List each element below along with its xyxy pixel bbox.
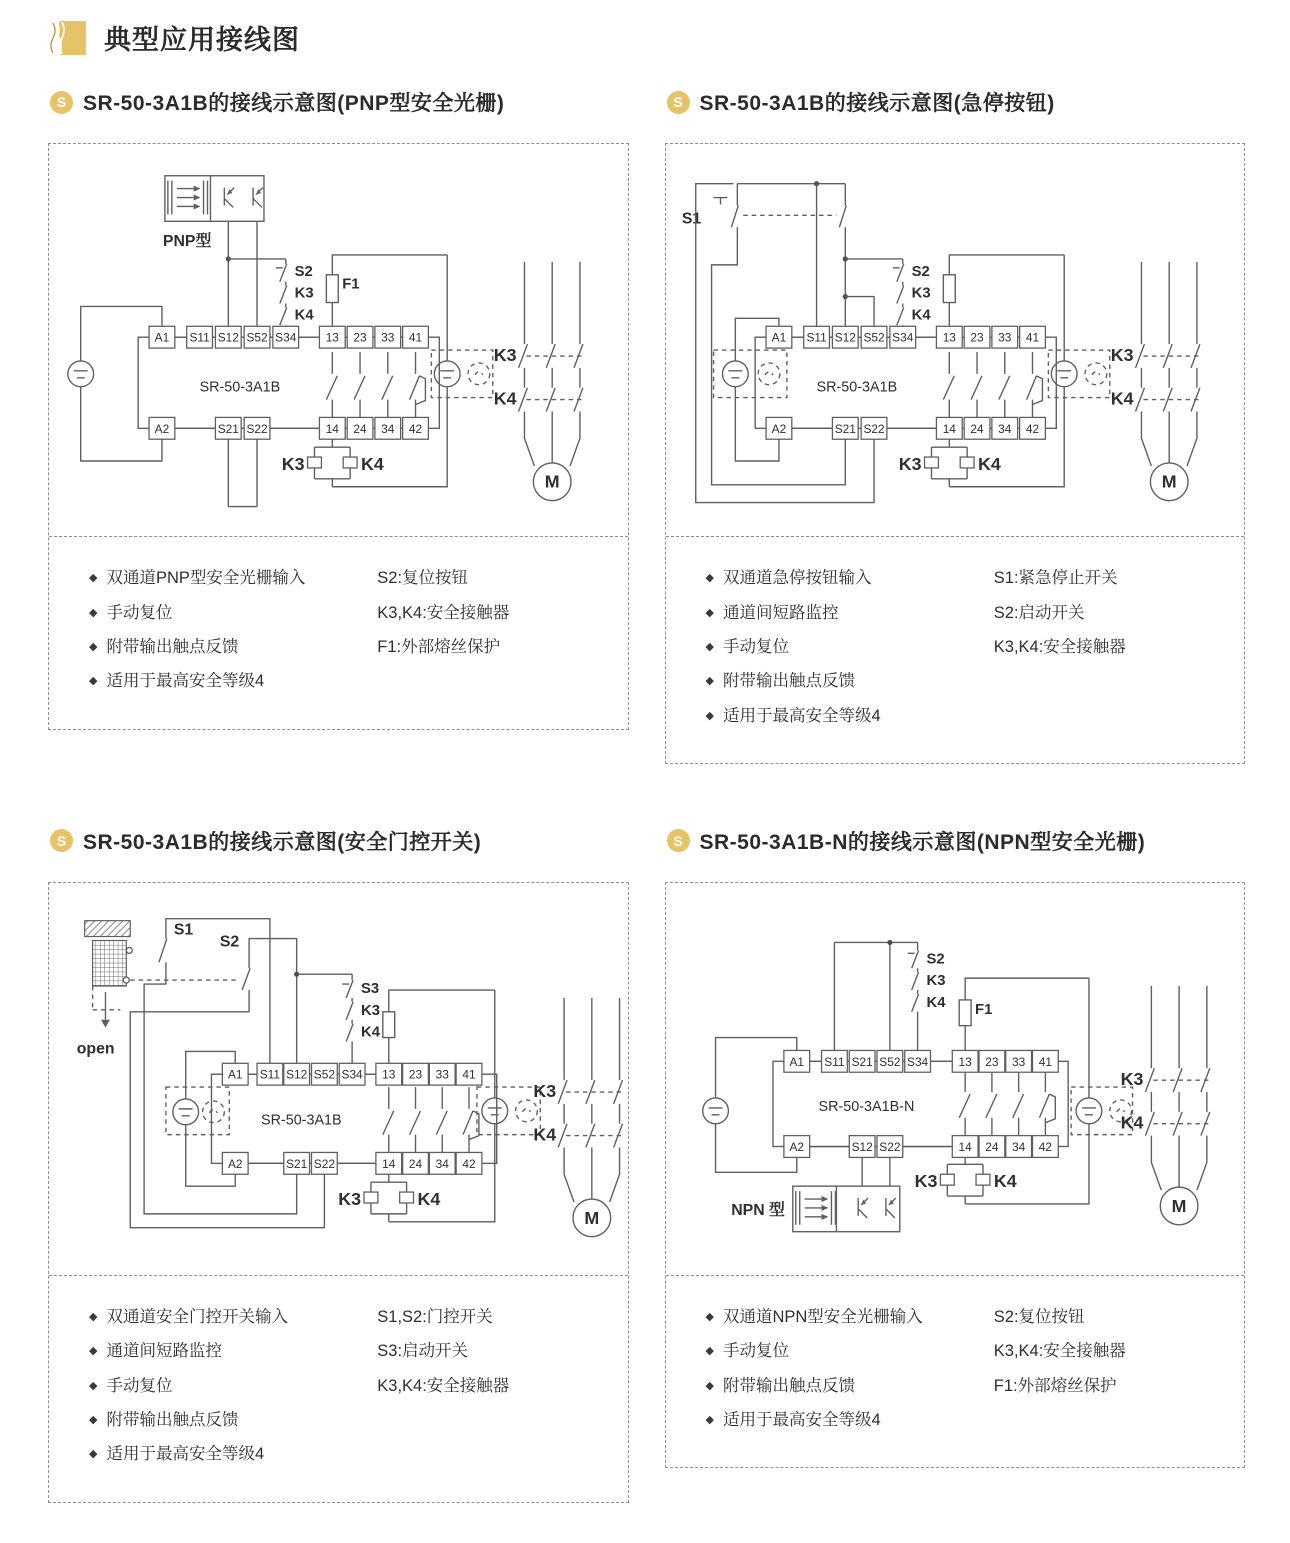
start-chain: [297, 974, 353, 1063]
page-header: [50, 18, 1245, 57]
device-label: SR-50-3A1B: [199, 379, 281, 396]
power-supply-icon: [482, 1098, 508, 1124]
no-contact-icon: [1012, 1070, 1023, 1135]
s-badge-icon: S: [667, 91, 690, 114]
svg-text:A2: A2: [227, 1156, 243, 1171]
three-phase-lines: [558, 998, 622, 1237]
nc-contact-icon: [410, 352, 426, 417]
relay-body: [772, 1061, 1067, 1146]
svg-text:S11: S11: [189, 330, 210, 345]
panel-row-1: [48, 87, 1245, 764]
no-contact-icon: [383, 1087, 394, 1152]
no-contact-icon: [382, 352, 393, 417]
svg-text:A2: A2: [154, 421, 170, 436]
contactor-coils-icon: [308, 439, 358, 487]
svg-text:S12: S12: [851, 1139, 873, 1154]
panel-estop-notes: [666, 536, 1245, 763]
svg-text:S22: S22: [862, 421, 885, 436]
no-contact-icon: [326, 352, 337, 417]
svg-text:34: 34: [435, 1156, 449, 1171]
s-badge-icon: S: [667, 829, 690, 852]
device-label: SR-50-3A1B-N: [818, 1098, 914, 1115]
panel-pnp: [48, 87, 629, 730]
s-badge-icon: S: [50, 91, 73, 114]
svg-text:23: 23: [984, 1054, 999, 1069]
svg-text:41: 41: [408, 330, 423, 345]
svg-text:14: 14: [942, 421, 956, 436]
contactor-coils-icon: [924, 439, 974, 487]
feature-item: ◆ 适用于最高安全等级4: [89, 1445, 265, 1464]
coil-right-label: K4: [361, 453, 384, 474]
no-contact-icon: [436, 1087, 447, 1152]
contactor-coils-icon: [940, 1156, 990, 1204]
svg-text:S21: S21: [834, 421, 856, 436]
svg-text:S12: S12: [286, 1067, 308, 1082]
alt-power-supply-icon: [1085, 363, 1107, 385]
legend-item: S2:启动开关: [993, 603, 1085, 622]
svg-text:A2: A2: [771, 421, 786, 436]
phase-contact1-label: K3: [1110, 344, 1134, 365]
contactor-coils-icon: [364, 1174, 414, 1222]
feature-item: ◆ 手动复位: [705, 637, 789, 656]
terminal-row-top: [222, 1063, 482, 1085]
reset-label: S2: [926, 951, 945, 968]
svg-text:S21: S21: [217, 421, 239, 436]
reset-chain: [907, 942, 918, 1050]
s-badge-icon: S: [50, 829, 73, 852]
coil-right-label: K4: [417, 1188, 441, 1209]
fuse-icon: [943, 255, 1064, 326]
coil-left-label: K3: [281, 453, 305, 474]
panel-npn-box: [665, 882, 1246, 1469]
fuse-label: F1: [342, 276, 360, 293]
no-contact-icon: [959, 1070, 970, 1135]
phase-contact2-label: K4: [1120, 1112, 1143, 1133]
power-supply-icon: [1076, 1098, 1102, 1124]
power-supply-icon: [434, 361, 460, 387]
phase-contact2-label: K4: [493, 388, 517, 409]
feedback1-label: K3: [926, 972, 946, 989]
svg-text:42: 42: [408, 421, 423, 436]
sensor-type-label: NPN 型: [730, 1201, 785, 1219]
feature-item: ◆ 通道间短路监控: [89, 1342, 222, 1361]
panel-estop-title-row: [667, 87, 1246, 117]
svg-text:23: 23: [408, 1067, 423, 1082]
svg-text:S52: S52: [246, 330, 268, 345]
svg-text:S34: S34: [275, 330, 297, 345]
no-contact-icon: [971, 352, 982, 417]
feedback1-label: K3: [911, 285, 931, 302]
panel-door: [48, 826, 629, 1503]
panel-door-box: [48, 882, 629, 1503]
feature-item: ◆ 手动复位: [705, 1342, 789, 1361]
svg-text:A1: A1: [771, 330, 786, 345]
alt-power-supply-icon: [758, 363, 780, 385]
panel-pnp-notes: [49, 536, 628, 728]
legend-item: F1:外部熔丝保护: [377, 637, 501, 656]
nc-contact-icon: [1026, 352, 1042, 417]
svg-text:S52: S52: [878, 1054, 900, 1069]
device-label: SR-50-3A1B: [260, 1112, 342, 1129]
reset-label: S2: [294, 263, 313, 280]
legend-item: S3:启动开关: [377, 1342, 469, 1361]
svg-text:S34: S34: [341, 1067, 363, 1082]
phase-contact1-label: K3: [533, 1080, 557, 1101]
s2-label: S2: [219, 933, 240, 951]
document-icon: [50, 19, 90, 57]
feedback1-label: K3: [294, 285, 314, 302]
legend-item: S2:复位按钮: [377, 569, 469, 588]
svg-text:13: 13: [958, 1054, 972, 1069]
feature-item: ◆ 双通道急停按钮输入: [705, 569, 872, 588]
svg-text:42: 42: [1025, 421, 1039, 436]
feature-list: [89, 561, 377, 698]
feature-item: ◆ 附带输出触点反馈: [705, 1376, 855, 1395]
light-curtain-icon: [165, 176, 264, 222]
coil-right-label: K4: [993, 1170, 1017, 1191]
feature-item: ◆ 适用于最高安全等级4: [89, 672, 265, 691]
power-supply-icon: [173, 1099, 199, 1125]
svg-text:S52: S52: [862, 330, 885, 345]
phase-contact1-label: K3: [1120, 1068, 1143, 1089]
motor-icon: M: [544, 471, 560, 492]
wiring-diagram-estop: [668, 148, 1243, 536]
feature-item: ◆ 通道间短路监控: [705, 603, 839, 622]
panel-npn: [665, 826, 1246, 1469]
feedback2-label: K4: [926, 994, 946, 1011]
legend-list: [377, 561, 617, 698]
legend-item: S1,S2:门控开关: [377, 1308, 493, 1327]
transistor-icon: [858, 1198, 868, 1218]
svg-text:S11: S11: [259, 1067, 281, 1082]
no-contact-icon: [985, 1070, 996, 1135]
relay-body: [211, 1074, 496, 1163]
feature-item: ◆ 附带输出触点反馈: [705, 672, 855, 691]
svg-text:S34: S34: [891, 330, 913, 345]
no-contact-icon: [998, 352, 1009, 417]
panel-npn-title: SR-50-3A1B-N的接线示意图(NPN型安全光栅): [699, 830, 1146, 854]
panel-estop-title: SR-50-3A1B的接线示意图(急停按钮): [699, 92, 1055, 115]
svg-text:S12: S12: [217, 330, 239, 345]
no-contact-icon: [354, 352, 365, 417]
svg-text:34: 34: [381, 421, 395, 436]
nc-contact-icon: [1039, 1070, 1055, 1135]
alt-power-supply-icon: [468, 363, 490, 385]
motor-icon: M: [1171, 1195, 1187, 1216]
svg-text:S21: S21: [286, 1156, 308, 1171]
panel-door-title-row: [50, 826, 629, 856]
phase-contact2-label: K4: [1110, 388, 1134, 409]
device-label: SR-50-3A1B: [816, 379, 897, 396]
coil-left-label: K3: [898, 453, 922, 474]
svg-text:13: 13: [382, 1067, 396, 1082]
wiring-diagram-npn: [668, 887, 1243, 1275]
feedback2-label: K4: [361, 1024, 381, 1041]
svg-text:23: 23: [969, 330, 984, 345]
power-supply-icon: [722, 361, 748, 387]
svg-text:S11: S11: [805, 330, 827, 345]
legend-item: K3,K4:安全接触器: [377, 603, 510, 622]
svg-text:A2: A2: [789, 1139, 804, 1154]
power-supply-icon: [68, 361, 94, 387]
light-curtain-icon: [792, 1157, 899, 1231]
s1-label: S1: [173, 921, 194, 939]
legend-item: S2:复位按钮: [993, 1308, 1085, 1327]
legend-item: F1:外部熔丝保护: [993, 1376, 1117, 1395]
phase-contact2-label: K4: [533, 1124, 557, 1145]
feature-item: ◆ 附带输出触点反馈: [89, 637, 239, 656]
alt-power-supply-icon: [203, 1101, 225, 1123]
svg-text:A1: A1: [227, 1067, 243, 1082]
svg-text:23: 23: [353, 330, 367, 345]
terminal-row-top: [783, 1050, 1057, 1072]
svg-text:14: 14: [958, 1139, 972, 1154]
door-icon: [85, 921, 133, 1028]
svg-text:33: 33: [435, 1067, 449, 1082]
svg-text:42: 42: [1038, 1139, 1052, 1154]
svg-text:42: 42: [462, 1156, 476, 1171]
legend-item: K3,K4:安全接触器: [993, 637, 1126, 656]
coil-right-label: K4: [977, 453, 1001, 474]
legend-list: [377, 1300, 617, 1472]
transistor-icon: [224, 188, 234, 208]
svg-text:24: 24: [408, 1156, 423, 1171]
wiring-diagram-pnp: [51, 148, 626, 536]
feature-list: [706, 561, 994, 733]
fuse-icon: [383, 990, 495, 1063]
reset-label: S2: [911, 263, 930, 280]
three-phase-lines: [519, 262, 583, 501]
transistor-icon: [253, 188, 263, 208]
panel-pnp-box: [48, 143, 629, 730]
feedback2-label: K4: [294, 307, 314, 324]
feature-list: [89, 1300, 377, 1472]
power-supply-icon: [1051, 361, 1077, 387]
sensor-type-label: PNP型: [162, 233, 212, 251]
svg-text:A1: A1: [789, 1054, 804, 1069]
power-supply-icon: [702, 1098, 728, 1124]
panel-door-title: SR-50-3A1B的接线示意图(安全门控开关): [83, 830, 482, 854]
three-phase-lines: [1135, 262, 1199, 501]
alt-power-supply-icon: [516, 1100, 538, 1122]
svg-text:14: 14: [325, 421, 339, 436]
feature-list: [706, 1300, 994, 1437]
panel-door-notes: [49, 1275, 628, 1502]
svg-text:S21: S21: [851, 1054, 873, 1069]
svg-text:A1: A1: [154, 330, 170, 345]
svg-text:13: 13: [942, 330, 956, 345]
wiring-diagram-door: [51, 887, 626, 1275]
svg-text:33: 33: [1011, 1054, 1025, 1069]
feature-item: ◆ 双通道NPN型安全光栅输入: [705, 1308, 923, 1327]
svg-text:24: 24: [969, 421, 984, 436]
fuse-label: F1: [974, 1001, 992, 1018]
svg-text:24: 24: [984, 1139, 999, 1154]
svg-text:S52: S52: [313, 1067, 335, 1082]
terminal-row-top: [766, 326, 1045, 348]
svg-text:33: 33: [381, 330, 395, 345]
s1-label: S1: [681, 210, 701, 228]
three-phase-lines: [1145, 986, 1209, 1225]
svg-text:34: 34: [1011, 1139, 1025, 1154]
svg-text:41: 41: [1038, 1054, 1052, 1069]
svg-text:41: 41: [1025, 330, 1039, 345]
svg-text:S12: S12: [834, 330, 856, 345]
relay-body: [138, 337, 439, 428]
legend-list: [994, 1300, 1234, 1437]
panel-pnp-title-row: [50, 87, 629, 117]
transistor-icon: [885, 1198, 895, 1218]
no-contact-icon: [943, 352, 954, 417]
feature-item: ◆ 附带输出触点反馈: [89, 1411, 239, 1430]
legend-list: [994, 561, 1234, 733]
panel-estop: [665, 87, 1246, 764]
feature-item: ◆ 双通道安全门控开关输入: [89, 1308, 288, 1327]
terminal-row-top: [149, 326, 428, 348]
no-contact-icon: [410, 1087, 421, 1152]
phase-contact1-label: K3: [493, 344, 517, 365]
legend-item: S1:紧急停止开关: [993, 569, 1118, 588]
motor-icon: M: [584, 1207, 600, 1228]
feature-item: ◆ 适用于最高安全等级4: [705, 1411, 881, 1430]
svg-text:13: 13: [325, 330, 339, 345]
feature-item: ◆ 手动复位: [89, 603, 173, 622]
svg-text:14: 14: [382, 1156, 396, 1171]
panel-npn-notes: [666, 1275, 1245, 1467]
start-label: S3: [361, 980, 380, 997]
coil-left-label: K3: [914, 1170, 937, 1191]
svg-text:S22: S22: [878, 1139, 900, 1154]
page-title: 典型应用接线图: [104, 25, 300, 55]
panel-pnp-title: SR-50-3A1B的接线示意图(PNP型安全光栅): [83, 92, 505, 115]
legend-item: K3,K4:安全接触器: [377, 1376, 510, 1395]
svg-text:41: 41: [462, 1067, 476, 1082]
svg-text:24: 24: [353, 421, 367, 436]
feedback1-label: K3: [361, 1002, 381, 1019]
svg-text:S11: S11: [823, 1054, 845, 1069]
svg-text:S22: S22: [246, 421, 268, 436]
estop-icon: [713, 184, 846, 327]
panel-row-2: [48, 826, 1245, 1503]
coil-left-label: K3: [338, 1188, 362, 1209]
svg-text:33: 33: [997, 330, 1011, 345]
legend-item: K3,K4:安全接触器: [993, 1342, 1126, 1361]
svg-text:S22: S22: [313, 1156, 335, 1171]
panel-npn-title-row: [667, 826, 1246, 856]
relay-body: [755, 337, 1056, 428]
svg-text:34: 34: [997, 421, 1011, 436]
svg-text:S34: S34: [906, 1054, 928, 1069]
open-label: open: [76, 1040, 115, 1058]
feedback2-label: K4: [911, 307, 931, 324]
feature-item: ◆ 适用于最高安全等级4: [705, 706, 881, 725]
feature-item: ◆ 双通道PNP型安全光栅输入: [89, 569, 306, 588]
feature-item: ◆ 手动复位: [89, 1376, 173, 1395]
panel-estop-box: [665, 143, 1246, 764]
motor-icon: M: [1161, 471, 1177, 492]
